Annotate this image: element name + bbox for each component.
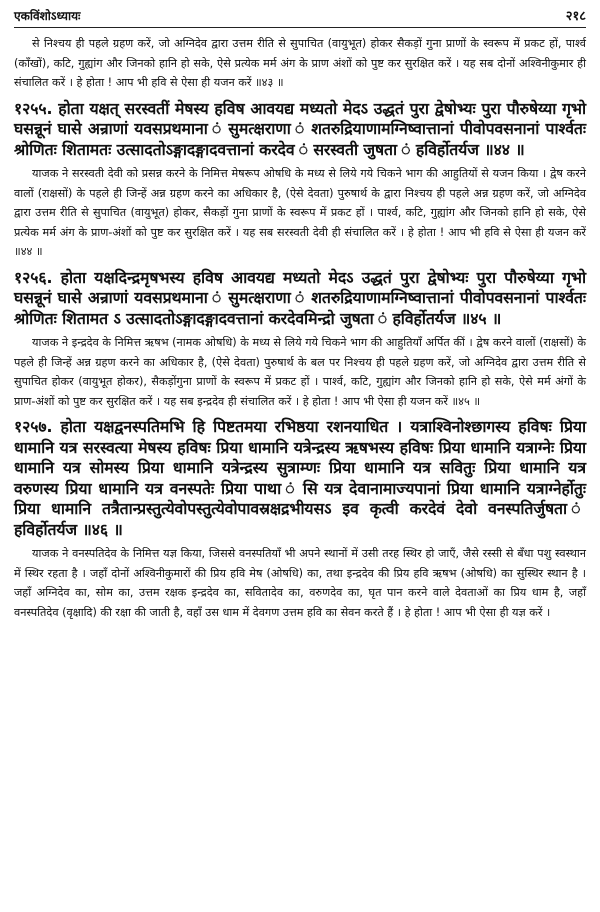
- chapter-title: एकविंशोऽध्यायः: [14, 9, 81, 23]
- commentary-45: याजक ने इन्द्रदेव के निमित्त ऋषभ (नामक ओषधि) के मध्य से लिये गये चिकने भाग की आहुतियाँ अर्पित कीं । द्वेष करने वालों (राक्षसों) के पहले ही जिन्हें अन्न ग्रहण करने का अधिकार है, (ऐसे देवता) पुरुषार्थ के बल पर निश्चय ही पहले ग्रहण करें, जो अग्निदेव द्वारा उत्तम रीति से सुपाचित होकर (वायुभूत होकर), सैकड़ोंगुना प्राणों के स्वरूप में प्रकट हों । पार्श्व, कटि, गुह्यांग और जिनको हानि हो सके, ऐसे मर्म अंगों के प्राण-अंशों को पुष्ट कर सुरक्षित करें । यह सब इन्द्रदेव ही संचालित करें । हे होता ! आप भी ऐसा ही यजन करें ॥४५ ॥: [14, 336, 586, 408]
- mantra-1256: १२५६. होता यक्षदिन्द्रमृषभस्य हविष आवयद्य मध्यतो मेदऽ उद्धतं पुरा द्वेषोभ्यः पुरा पौरुषेय्या गृभो घसन्नूनं घासे अन्राणां यवसप्रथमाना ं सुमत्क्षराणा ं शतरुद्रियाणामग्निष्वात्तानां पीवोपवसनानां पार्श्वतः श्रोणितः शितामत ऽ उत्सादतोऽङ्गादङ्गादवत्तानां करदेवमिन्द्रो जुषता ं हविर्होतर्यज ॥४५ ॥: [14, 267, 586, 328]
- page-header: [14, 6, 586, 28]
- commentary-43-end: से निश्चय ही पहले ग्रहण करें, जो अग्निदेव द्वारा उत्तम रीति से सुपाचित (वायुभूत) होकर सैकड़ों गुना प्राणों के स्वरूप में प्रकट हों, पार्श्व (काँखों), कटि, गुह्यांग और जिनको हानि हो सके, ऐसे प्रत्येक मर्म अंग के प्राण अंशों को पुष्ट कर सुरक्षित करें । यह सब दोनों अश्विनीकुमार ही संचालित करें । हे होता ! आप भी हवि से ऐसा ही यजन करें ॥४३ ॥: [14, 37, 586, 89]
- mantra-1255: १२५५. होता यक्षत् सरस्वतीं मेषस्य हविष आवयद्य मध्यतो मेदऽ उद्धतं पुरा द्वेषोभ्यः पुरा पौरुषेय्या गृभो घसन्नूनं घासे अन्राणां यवसप्रथमाना ं सुमत्क्षराणा ं शतरुद्रियाणामग्निष्वात्तानां पीवोपवसनानां पार्श्वतः श्रोणितः शितामतः उत्सादतोऽङ्गादङ्गादवत्तानां करदेव ं सरस्वती जुषता ं हविर्होतर्यज ॥४४ ॥: [14, 98, 586, 159]
- commentary-44: याजक ने सरस्वती देवी को प्रसन्न करने के निमित्त मेषरूप ओषधि के मध्य से लिये गये चिकने भाग की आहुतियों से यजन किया । द्वेष करने वालों (राक्षसों) के पहले ही जिन्हें अन्न ग्रहण करने का अधिकार है, (ऐसे देवता) पुरुषार्थ के द्वारा निश्चय ही पहले अन्न ग्रहण करें, जो अग्निदेव द्वारा उत्तम रीति से सुपाचित (वायुभूत) होकर, सैकड़ों गुना प्राणों के स्वरूप में प्रकट हों । पार्श्व, कटि, गुह्यांग और जिनको हानि हो सके, ऐसे प्रत्येक मर्म अंग के प्राण-अंशों को पुष्ट कर सुरक्षित करें । यह सब सरस्वती देवी ही संचालित करें । हे होता ! आप भी हवि से ऐसा ही यजन करें ॥४४ ॥: [14, 167, 586, 258]
- page-number: २१८: [565, 9, 586, 24]
- commentary-46: याजक ने वनस्पतिदेव के निमित्त यज्ञ किया, जिससे वनस्पतियाँ भी अपने स्थानों में उसी तरह स्थिर हो जाएँ, जैसे रस्सी से बँधा पशु स्वस्थान में स्थिर रहता है । जहाँ दोनों अश्विनीकुमारों की प्रिय हवि मेष (ओषधि) का, तथा इन्द्रदेव की प्रिय हवि ऋषभ (ओषधि) का सुस्थिर स्थान है । जहाँ अग्निदेव का, सोम का, उत्तम रक्षक इन्द्रदेव का, सवितादेव का, वरुणदेव का, घृत पान करने वाले देवताओं का प्रिय धाम है, जहाँ वनस्पतिदेव (वृक्षादि) की रक्षा की जाती है, वहाँ उस धाम में देवगण उत्तम हवि का सेवन करते हैं । हे होता ! आप भी ऐसा ही यज्ञ करें ।: [14, 547, 586, 619]
- mantra-1257: १२५७. होता यक्षद्वनस्पतिमभि हि पिष्टतमया रभिष्ठया रशनयाधित । यत्राश्विनोश्छागस्य हविषः प्रिया धामानि यत्र सरस्वत्या मेषस्य हविषः प्रिया धामानि यत्रेन्द्रस्य ऋषभस्य हविषः प्रिया धामानि यत्राग्नेः प्रिया धामानि यत्र सोमस्य प्रिया धामानि यत्रेन्द्रस्य सुत्राम्णः प्रिया धामानि यत्र सवितुः प्रिया धामानि यत्र वरुणस्य प्रिया धामानि यत्र वनस्पतेः प्रिया पाथा ं सि यत्र देवानामाज्यपानां प्रिया धामानि यत्राग्नेर्होतुः प्रिया धामानि तत्रैतान्प्रस्तुत्येवोपस्तुत्येवोपावस्रक्षद्रभीयसऽ इव कृत्वी करदेवं देवो वनस्पतिर्जुषता ं हविर्होतर्यज ॥४६ ॥: [14, 417, 586, 539]
